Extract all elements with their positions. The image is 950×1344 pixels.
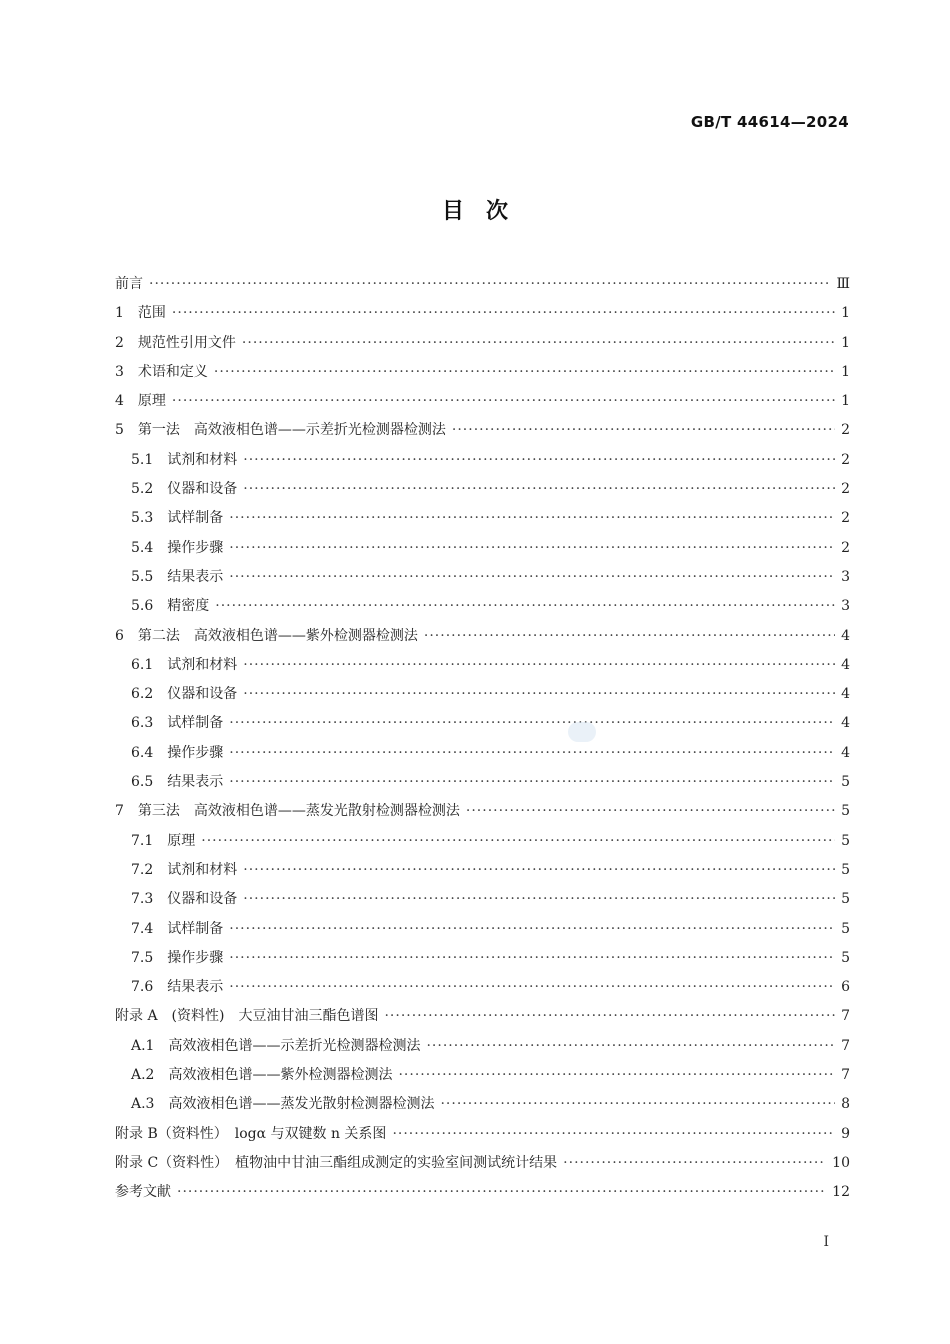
toc-entry-label: 5.1 试剂和材料 (131, 451, 238, 468)
toc-entry[interactable] (115, 1149, 850, 1178)
toc-entry-label: 7.1 原理 (131, 832, 196, 849)
standard-code: GB/T 44614—2024 (690, 113, 849, 131)
toc-entry[interactable] (115, 827, 850, 856)
toc-entry-label: 前言 (115, 276, 143, 292)
toc-entry-label: 附录 A (资料性) 大豆油甘油三酯色谱图 (115, 1008, 379, 1025)
toc-entry-page: 7 (841, 1067, 850, 1084)
toc-entry[interactable] (115, 709, 850, 738)
toc-entry-label: 5.5 结果表示 (131, 568, 224, 585)
toc-entry-page: 1 (841, 393, 850, 410)
toc-entry[interactable] (115, 651, 850, 680)
toc-entry[interactable] (115, 563, 850, 592)
toc-entry[interactable] (115, 1002, 850, 1031)
toc-entry[interactable] (115, 944, 850, 973)
toc-entry-page: 1 (841, 305, 850, 322)
toc-entry-page: 2 (841, 422, 850, 439)
toc-entry-label: 参考文献 (115, 1184, 171, 1201)
toc-entry-label: A.1 高效液相色谱——示差折光检测器检测法 (131, 1037, 421, 1054)
toc-leader-dots (243, 856, 835, 885)
toc-entry[interactable] (115, 1120, 850, 1149)
toc-entry[interactable] (115, 387, 850, 416)
toc-entry-page: 5 (841, 949, 850, 966)
toc-entry-page: 2 (841, 539, 850, 556)
toc-entry-label: 4 原理 (115, 393, 166, 410)
toc-entry-page: 2 (841, 481, 850, 498)
toc-entry-label: A.2 高效液相色谱——紫外检测器检测法 (131, 1067, 393, 1084)
toc-entry-label: 5.3 试样制备 (131, 510, 224, 527)
toc-entry[interactable] (115, 358, 850, 387)
toc-leader-dots (149, 270, 830, 299)
toc-entry-page: 3 (841, 568, 850, 585)
toc-leader-dots (243, 885, 835, 914)
toc-entry-label: 6.3 试样制备 (131, 715, 224, 732)
toc-leader-dots (172, 299, 835, 328)
toc-entry-label: 7.5 操作步骤 (131, 949, 224, 966)
toc-entry-page: 1 (841, 363, 850, 380)
toc-entry-page: Ⅲ (836, 276, 850, 292)
toc-leader-dots (563, 1149, 826, 1178)
toc-title: 目 次 (441, 199, 508, 224)
toc-entry-label: 7.6 结果表示 (131, 979, 224, 996)
toc-entry[interactable] (115, 622, 850, 651)
toc-leader-dots (201, 827, 835, 856)
toc-entry-page: 4 (841, 627, 850, 644)
toc-leader-dots (440, 1090, 835, 1119)
page-number: Ⅰ (823, 1234, 829, 1250)
toc-entry-label: 6.1 试剂和材料 (131, 656, 238, 673)
toc-entry-page: 4 (841, 744, 850, 761)
toc-entry-label: 6.5 结果表示 (131, 774, 224, 791)
toc-leader-dots (229, 709, 835, 738)
toc-leader-dots (172, 387, 835, 416)
toc-leader-dots (177, 1178, 826, 1207)
toc-entry-label: 6 第二法 高效液相色谱——紫外检测器检测法 (115, 627, 418, 644)
toc-entry-page: 10 (832, 1154, 850, 1171)
toc-leader-dots (452, 416, 835, 445)
toc-entry-page: 1 (841, 334, 850, 351)
toc-leader-dots (229, 739, 835, 768)
toc-entry[interactable] (115, 534, 850, 563)
toc-entry-page: 5 (841, 803, 850, 820)
toc-entry[interactable] (115, 504, 850, 533)
toc-entry-page: 6 (841, 979, 850, 996)
toc-entry[interactable] (115, 299, 850, 328)
toc-entry-label: 7 第三法 高效液相色谱——蒸发光散射检测器检测法 (115, 803, 460, 820)
toc-leader-dots (242, 329, 835, 358)
toc-entry-label: 5.2 仪器和设备 (131, 481, 238, 498)
toc-leader-dots (229, 534, 835, 563)
toc-entry-page: 5 (841, 891, 850, 908)
toc-leader-dots (426, 1032, 835, 1061)
toc-entry[interactable] (115, 270, 850, 299)
toc-leader-dots (243, 475, 835, 504)
toc-leader-dots (229, 915, 835, 944)
toc-entry-page: 2 (841, 451, 850, 468)
toc-entry-label: 7.3 仪器和设备 (131, 891, 238, 908)
toc-entry[interactable] (115, 739, 850, 768)
toc-entry-label: 7.4 试样制备 (131, 920, 224, 937)
toc-entry-page: 7 (841, 1008, 850, 1025)
toc-entry[interactable] (115, 768, 850, 797)
toc-leader-dots (215, 592, 835, 621)
toc-leader-dots (229, 563, 835, 592)
toc-leader-dots (229, 504, 835, 533)
toc-entry-page: 7 (841, 1037, 850, 1054)
toc-entry-page: 4 (841, 686, 850, 703)
toc-entry-page: 5 (841, 920, 850, 937)
toc-leader-dots (229, 768, 835, 797)
toc-entry-label: 附录 C（资料性） 植物油中甘油三酯组成测定的实验室间测试统计结果 (115, 1154, 558, 1171)
toc-entry[interactable] (115, 1178, 850, 1207)
toc-entry[interactable] (115, 797, 850, 826)
toc-entry-page: 8 (841, 1096, 850, 1113)
toc-leader-dots (243, 680, 835, 709)
toc-entry[interactable] (115, 885, 850, 914)
toc-leader-dots (392, 1120, 835, 1149)
toc-entry-label: 3 术语和定义 (115, 363, 208, 380)
toc-entry-label: 6.4 操作步骤 (131, 744, 224, 761)
toc-entry[interactable] (115, 1032, 850, 1061)
toc-entry-page: 12 (832, 1184, 850, 1201)
toc-entry-label: 2 规范性引用文件 (115, 334, 236, 351)
toc-leader-dots (229, 944, 835, 973)
toc-entry-page: 2 (841, 510, 850, 527)
toc-entry-label: A.3 高效液相色谱——蒸发光散射检测器检测法 (131, 1096, 435, 1113)
toc-entry[interactable] (115, 416, 850, 445)
toc-entry-label: 附录 B（资料性） logα 与双键数 n 关系图 (115, 1125, 387, 1142)
toc-leader-dots (229, 973, 835, 1002)
toc-entry-page: 5 (841, 832, 850, 849)
toc-entry-label: 6.2 仪器和设备 (131, 686, 238, 703)
toc-leader-dots (398, 1061, 835, 1090)
toc-entry-label: 5.4 操作步骤 (131, 539, 224, 556)
toc-entry[interactable] (115, 446, 850, 475)
toc-entry-page: 4 (841, 715, 850, 732)
toc-entry[interactable] (115, 592, 850, 621)
table-of-contents (115, 270, 850, 1208)
toc-entry-label: 7.2 试剂和材料 (131, 861, 238, 878)
toc-leader-dots (384, 1002, 835, 1031)
toc-entry[interactable] (115, 973, 850, 1002)
toc-leader-dots (424, 622, 835, 651)
toc-entry-page: 9 (841, 1125, 850, 1142)
toc-entry-page: 4 (841, 656, 850, 673)
toc-entry[interactable] (115, 329, 850, 358)
toc-entry[interactable] (115, 1090, 850, 1119)
toc-entry[interactable] (115, 915, 850, 944)
toc-entry[interactable] (115, 1061, 850, 1090)
toc-entry[interactable] (115, 680, 850, 709)
toc-entry-page: 5 (841, 774, 850, 791)
toc-entry-label: 1 范围 (115, 305, 166, 322)
toc-entry[interactable] (115, 475, 850, 504)
toc-leader-dots (466, 797, 835, 826)
toc-entry-label: 5.6 精密度 (131, 598, 210, 615)
toc-leader-dots (243, 651, 835, 680)
toc-leader-dots (214, 358, 835, 387)
toc-entry-page: 5 (841, 861, 850, 878)
toc-entry[interactable] (115, 856, 850, 885)
toc-entry-label: 5 第一法 高效液相色谱——示差折光检测器检测法 (115, 422, 446, 439)
toc-leader-dots (243, 446, 835, 475)
watermark-logo (568, 722, 596, 742)
toc-entry-page: 3 (841, 598, 850, 615)
